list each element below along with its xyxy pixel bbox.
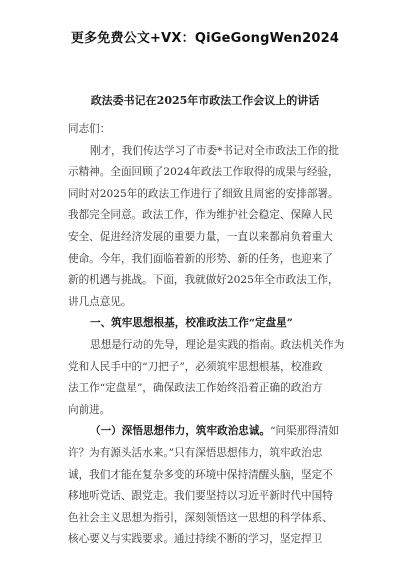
paragraph-line: 思想是行动的先导，理论是实践的指南。政法机关作为 <box>90 338 344 351</box>
paragraph-line: 色社会主义思想为指引，深刻领悟这一思想的科学体系、 <box>68 511 333 524</box>
paragraph-line: 使命。今年，我们面临着新的形势、新的任务，也迎来了 <box>68 252 333 265</box>
promo-banner: 更多免费公文+VX：QiGeGongWen2024 <box>70 31 340 46</box>
paragraph-line: 移地听党话、跟党走。我们要坚持以习近平新时代中国特 <box>68 490 333 503</box>
document-body <box>68 119 344 551</box>
paragraph-line: 示精神。全面回顾了2024年政法工作取得的成果与经验， <box>68 166 339 179</box>
salutation: 同志们： <box>68 123 111 135</box>
subsection-lead-text: “问渠那得清如 <box>270 425 340 438</box>
paragraph-line: 诚，我们才能在复杂多变的环境中保持清醒头脑，坚定不 <box>68 468 333 481</box>
paragraph-line: 新的机遇与挑战。下面，我就做好2025年全市政法工作， <box>68 274 339 287</box>
paragraph-line: 核心要义与实践要求。通过持续不断的学习，坚定捍卫 <box>68 533 323 546</box>
section-heading: 一、筑牢思想根基，校准政法工作“定盘星” <box>90 317 293 330</box>
paragraph-line: 向前进。 <box>68 403 111 416</box>
paragraph-line: 许？为有源头活水来。”只有深悟思想伟力，筑牢政治忠 <box>68 446 323 459</box>
subsection-lead-line <box>68 421 344 443</box>
paragraph-line: 我都完全同意。政法工作，作为维护社会稳定、保障人民 <box>68 209 333 222</box>
paragraph-line: 刚才，我们传达学习了市委*书记对全市政法工作的批 <box>90 144 339 157</box>
subsection-heading: （一）深悟思想伟力，筑牢政治忠诚。 <box>90 425 271 438</box>
paragraph-line: 法工作“定盘星”，确保政法工作始终沿着正确的政治方 <box>68 382 323 395</box>
paragraph-line: 党和人民手中的“刀把子”，必须筑牢思想根基，校准政 <box>68 360 323 373</box>
paragraph-line: 讲几点意见。 <box>68 295 132 308</box>
paragraph-line: 安全、促进经济发展的重要力量，一直以来都肩负着重大 <box>68 230 333 243</box>
paragraph-line: 同时对2025年的政法工作进行了细致且周密的安排部署。 <box>68 187 339 200</box>
document-title: 政法委书记在2025年市政法工作会议上的讲话 <box>90 94 320 107</box>
